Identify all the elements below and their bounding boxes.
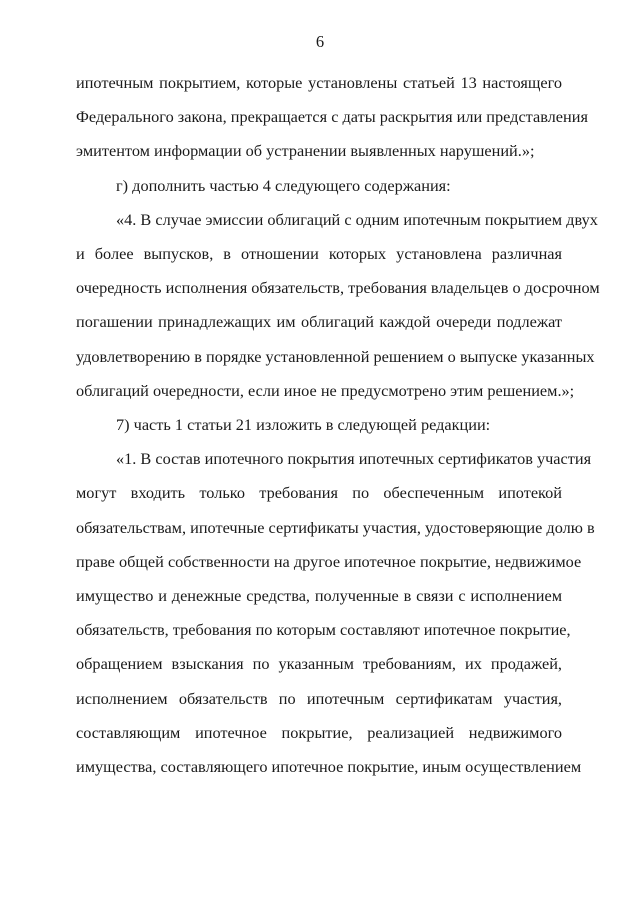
document-body	[76, 66, 600, 784]
text-line: составляющим ипотечное покрытие, реализацией недвижимого	[76, 722, 562, 742]
text-line: исполнением обязательств по ипотечным сертификатам участия,	[76, 688, 562, 708]
text-line: эмитентом информации об устранении выявленных нарушений.»;	[76, 141, 535, 161]
text-line: могут входить только требования по обеспеченным ипотекой	[76, 483, 562, 503]
paragraph	[76, 442, 595, 784]
text-line: облигаций очередности, если иное не предусмотрено этим решением.»;	[76, 380, 575, 400]
paragraph	[76, 66, 588, 169]
text-line: имущества, составляющего ипотечное покрытие, иным осуществлением	[76, 757, 582, 777]
text-line: удовлетворению в порядке установленной решением о выпуске указанных	[76, 346, 595, 366]
text-line: очередность исполнения обязательств, требования владельцев о досрочном	[76, 278, 600, 298]
text-line: ипотечным покрытием, которые установлены статьей 13 настоящего	[76, 73, 562, 92]
paragraph	[76, 203, 600, 408]
text-line: «1. В состав ипотечного покрытия ипотечных сертификатов участия	[116, 449, 592, 469]
text-line: обязательствам, ипотечные сертификаты участия, удостоверяющие долю в	[76, 517, 595, 537]
text-line: 7) часть 1 статьи 21 изложить в следующей редакции:	[116, 415, 491, 435]
text-line: обращением взыскания по указанным требованиям, их продажей,	[76, 654, 562, 674]
text-line: праве общей собственности на другое ипотечное покрытие, недвижимое	[76, 551, 582, 571]
paragraph	[76, 169, 562, 203]
text-line: обязательств, требования по которым составляют ипотечное покрытие,	[76, 620, 571, 640]
text-line: г) дополнить частью 4 следующего содержания:	[116, 175, 451, 195]
paragraph	[76, 408, 562, 442]
text-line: Федерального закона, прекращается с даты раскрытия или представления	[76, 107, 588, 127]
text-line: имущество и денежные средства, полученные в связи с исполнением	[76, 586, 562, 606]
text-line: и более выпусков, в отношении которых установлена различная	[76, 244, 562, 264]
text-line: «4. В случае эмиссии облигаций с одним ипотечным покрытием двух	[116, 209, 598, 229]
page-number: 6	[315, 32, 325, 51]
text-line: погашении принадлежащих им облигаций каждой очереди подлежат	[76, 312, 562, 332]
